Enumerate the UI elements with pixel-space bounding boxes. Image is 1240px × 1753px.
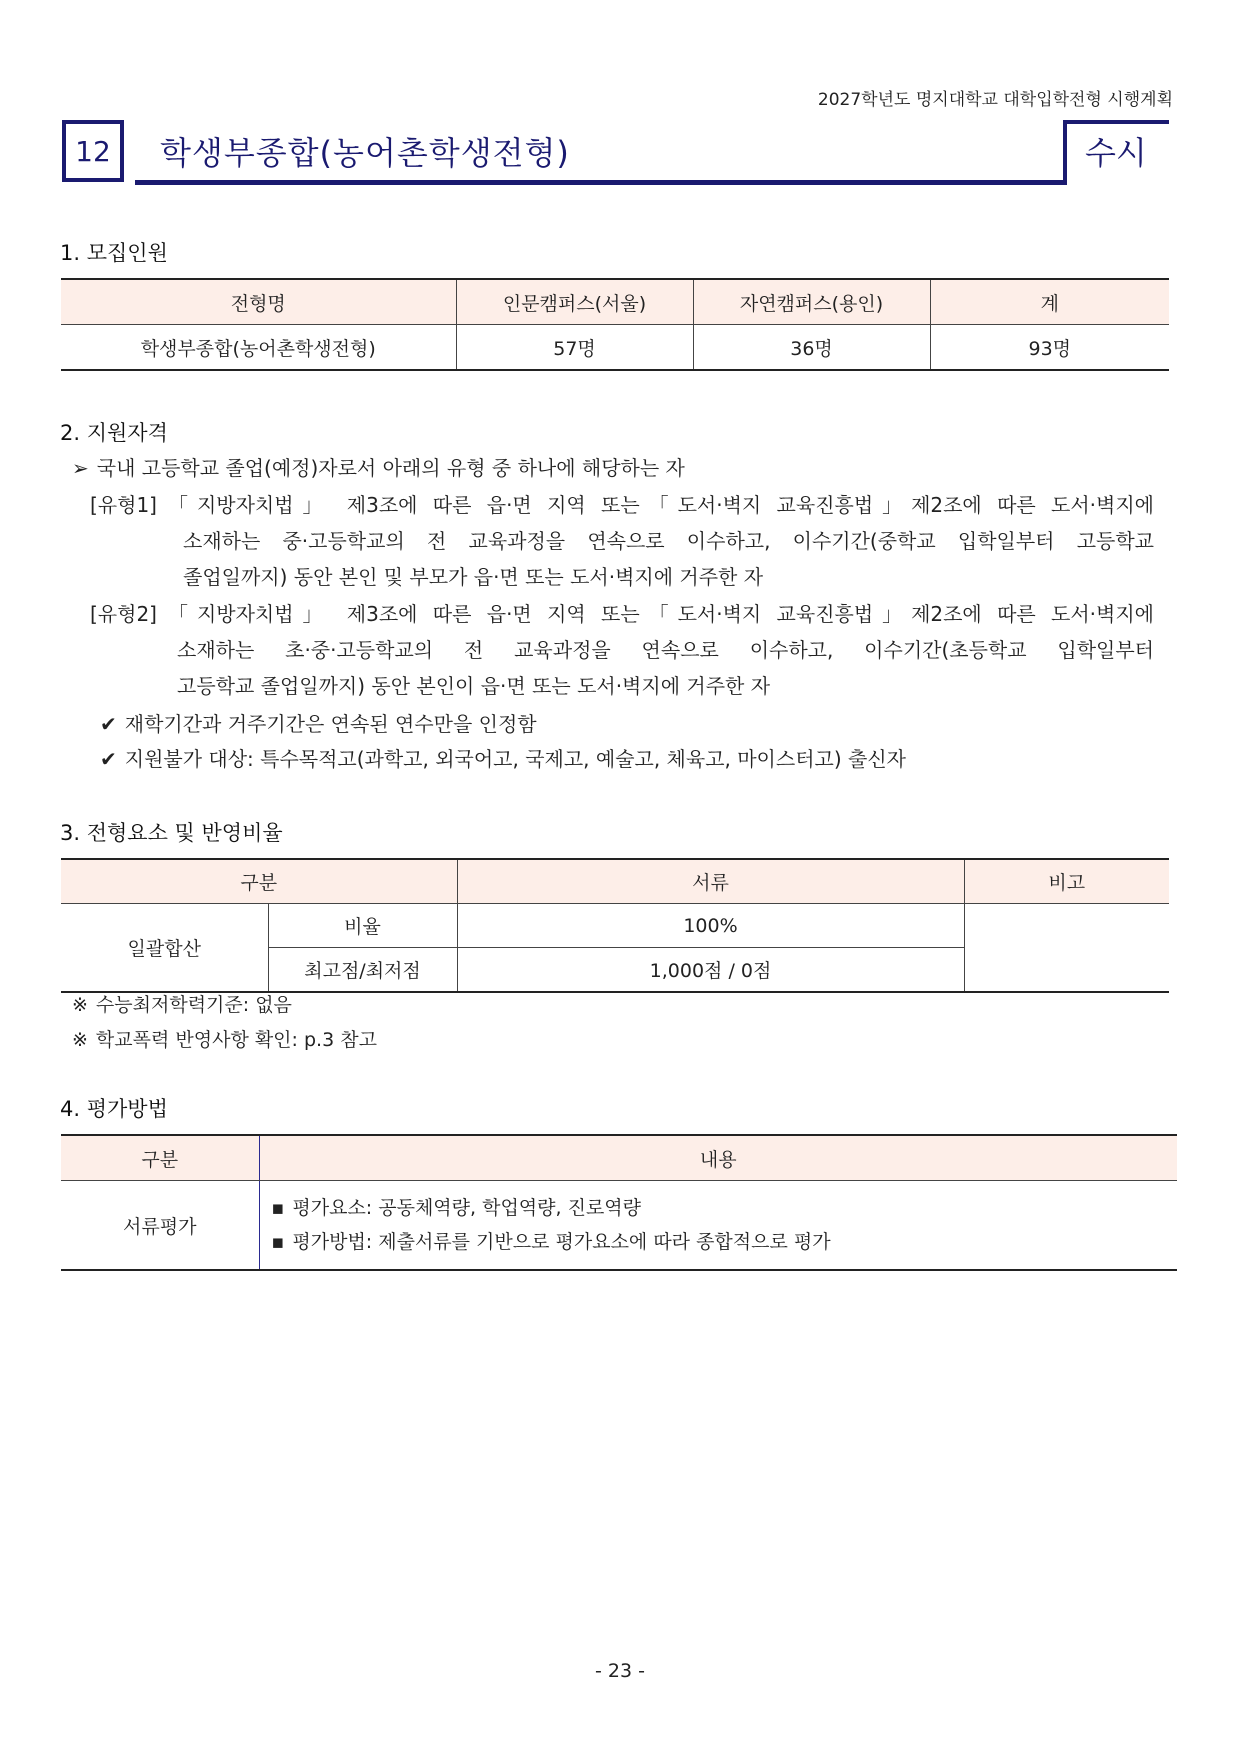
- table-cell: 일괄합산: [61, 904, 268, 993]
- type1-label: [유형1]: [90, 493, 157, 517]
- eligibility-intro: [72, 452, 685, 481]
- header-cell: 서류: [457, 859, 964, 904]
- title-underline: [135, 180, 1064, 185]
- section3-note-2: [72, 1025, 377, 1052]
- table-cell: 학생부종합(농어촌학생전형): [61, 325, 456, 371]
- table-header-row: [61, 1135, 1177, 1181]
- table-cell: 100%: [457, 904, 964, 948]
- type1-line3: 졸업일까지) 동안 본인 및 부모가 읍·면 또는 도서·벽지에 거주한 자: [183, 565, 764, 589]
- section3-heading: 3. 전형요소 및 반영비율: [60, 821, 283, 845]
- section3-note-1: [72, 990, 292, 1017]
- header-cell: 내용: [259, 1135, 1177, 1181]
- section2-heading: 2. 지원자격: [60, 421, 168, 445]
- type2-line1: 「지방자치법」 제3조에 따른 읍·면 지역 또는「도서·벽지 교육진흥법」제2조에 따른 도서·벽지에: [168, 602, 1154, 626]
- table-header-row: [61, 859, 1169, 904]
- type2-line2: 소재하는 초·중·고등학교의 전 교육과정을 연속으로 이수하고, 이수기간(초등학교 입학일부터: [177, 638, 1154, 662]
- type2-line3: 고등학교 졸업일까지) 동안 본인이 읍·면 또는 도서·벽지에 거주한 자: [177, 674, 771, 698]
- section1-heading: 1. 모집인원: [60, 241, 168, 265]
- list-item-text: 평가요소: 공동체역량, 학업역량, 진로역량: [292, 1197, 642, 1219]
- evaluation-table: [61, 1134, 1177, 1271]
- header-cell: 자연캠퍼스(용인): [693, 279, 930, 325]
- list-item: [272, 1191, 1178, 1225]
- eligibility-note-2: [100, 743, 906, 772]
- admission-type-label: 수시: [1085, 134, 1147, 172]
- list-item-text: 평가방법: 제출서류를 기반으로 평가요소에 따라 종합적으로 평가: [292, 1231, 831, 1253]
- reference-mark-icon: ※: [72, 994, 88, 1016]
- table-header-row: [61, 279, 1169, 325]
- table-cell: 93명: [930, 325, 1169, 371]
- header-cell: 구분: [61, 859, 457, 904]
- header-cell: 구분: [61, 1135, 259, 1181]
- section3-note-2-text: 학교폭력 반영사항 확인: p.3 참고: [95, 1029, 377, 1051]
- table-cell: 최고점/최저점: [268, 948, 457, 993]
- table-cell: [964, 904, 1169, 993]
- header-cell: 계: [930, 279, 1169, 325]
- square-bullet-icon: ▪: [271, 1197, 285, 1219]
- eligibility-note-1: [100, 708, 537, 737]
- arrowhead-bullet-icon: ➢: [72, 456, 89, 480]
- reference-mark-icon: ※: [72, 1029, 88, 1051]
- header-cell: 인문캠퍼스(서울): [456, 279, 693, 325]
- eligibility-note-2-text: 지원불가 대상: 특수목적고(과학고, 외국어고, 국제고, 예술고, 체육고, 마이스터고) 출신자: [124, 747, 906, 771]
- table-row: [61, 1181, 1177, 1271]
- table-row: [61, 904, 1169, 948]
- page-title: 학생부종합(농어촌학생전형): [160, 134, 570, 172]
- recruitment-table: [61, 278, 1169, 371]
- type2-label: [유형2]: [90, 602, 157, 626]
- type1-line2: 소재하는 중·고등학교의 전 교육과정을 연속으로 이수하고, 이수기간(중학교 입학일부터 고등학교: [183, 529, 1154, 553]
- table-cell: 36명: [693, 325, 930, 371]
- eligibility-note-1-text: 재학기간과 거주기간은 연속된 연수만을 인정함: [124, 712, 537, 736]
- type1-line1: 「지방자치법」 제3조에 따른 읍·면 지역 또는「도서·벽지 교육진흥법」제2조에 따른 도서·벽지에: [168, 493, 1154, 517]
- table-cell: 57명: [456, 325, 693, 371]
- header-cell: 비고: [964, 859, 1169, 904]
- table-cell: [259, 1181, 1177, 1271]
- list-item: [272, 1225, 1178, 1259]
- check-mark-icon: ✔: [100, 747, 117, 771]
- section-number: 12: [75, 134, 111, 168]
- document-header: 2027학년도 명지대학교 대학입학전형 시행계획: [817, 90, 1173, 110]
- section4-heading: 4. 평가방법: [60, 1097, 168, 1121]
- eligibility-intro-text: 국내 고등학교 졸업(예정)자로서 아래의 유형 중 하나에 해당하는 자: [96, 456, 685, 480]
- selection-ratio-table: [61, 858, 1169, 993]
- header-cell: 전형명: [61, 279, 456, 325]
- square-bullet-icon: ▪: [271, 1231, 285, 1253]
- table-cell: 서류평가: [61, 1181, 259, 1271]
- table-cell: 1,000점 / 0점: [457, 948, 964, 993]
- table-cell: 비율: [268, 904, 457, 948]
- check-mark-icon: ✔: [100, 712, 117, 736]
- section3-note-1-text: 수능최저학력기준: 없음: [95, 994, 292, 1016]
- table-row: [61, 325, 1169, 371]
- section-number-box: [62, 120, 124, 182]
- page-number: - 23 -: [595, 1660, 645, 1682]
